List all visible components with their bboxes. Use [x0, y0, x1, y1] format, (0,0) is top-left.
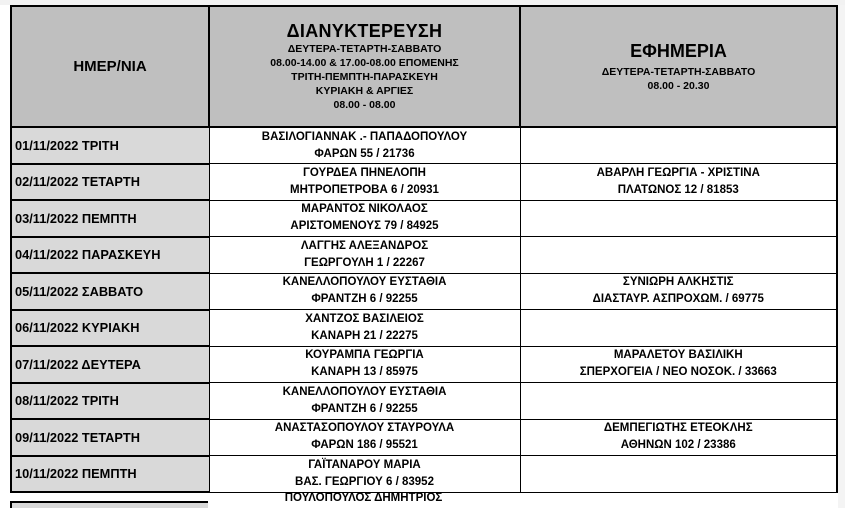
night-pharmacy-name: ΚΑΝΕΛΛΟΠΟΥΛΟΥ ΕΥΣΤΑΘΙΑ: [282, 276, 447, 289]
duty-pharmacy-cell: [520, 456, 837, 493]
night-pharmacy-cell: [209, 346, 520, 383]
pharmacy-schedule-table: [10, 5, 838, 493]
night-pharmacy-cell: [209, 273, 520, 310]
date-cell: 08/11/2022 ΤΡΙΤΗ: [11, 383, 209, 420]
night-pharmacy-name: ΚΟΥΡΑΜΠΑ ΓΕΩΡΓΙΑ: [305, 349, 424, 362]
night-pharmacy-address: ΦΡΑΝΤΖΗ 6 / 92255: [311, 293, 418, 306]
cut-off-date-cell: [10, 501, 208, 508]
cut-off-night-pharmacy: ΠΟΥΛΟΠΟΥΛΟΣ ΔΗΜΗΤΡΙΟΣ: [284, 492, 443, 504]
table-row: [11, 127, 837, 164]
night-pharmacy-address: ΑΡΙΣΤΟΜΕΝΟΥΣ 79 / 84925: [290, 220, 439, 233]
night-pharmacy-cell: [209, 310, 520, 347]
table-row: [11, 383, 837, 420]
header-row: [11, 6, 837, 127]
night-pharmacy-name: ΑΝΑΣΤΑΣΟΠΟΥΛΟΥ ΣΤΑΥΡΟΥΛΑ: [274, 422, 455, 435]
table-row: [11, 346, 837, 383]
night-schedule-line: 08.00-14.00 & 17.00-08.00 ΕΠΟΜΕΝΗΣ: [270, 57, 459, 69]
duty-pharmacy-name: ΜΑΡΑΛΕΤΟΥ ΒΑΣΙΛΙΚΗ: [613, 349, 743, 362]
date-cell: 09/11/2022 ΤΕΤΑΡΤΗ: [11, 419, 209, 456]
night-pharmacy-address: ΜΗΤΡΟΠΕΤΡΟΒΑ 6 / 20931: [290, 183, 439, 196]
night-pharmacy-cell: [209, 164, 520, 201]
duty-pharmacy-name: ΣΥΝΙΩΡΗ ΑΛΚΗΣΤΙΣ: [622, 276, 734, 289]
duty-column-title: ΕΦΗΜΕΡΙΑ: [630, 40, 727, 61]
night-column-header: [209, 6, 520, 127]
night-pharmacy-name: ΓΑΪΤΑΝΑΡΟΥ ΜΑΡΙΑ: [308, 458, 421, 471]
cut-off-table-row: [10, 492, 836, 508]
duty-pharmacy-cell: [520, 164, 837, 201]
table-row: [11, 200, 837, 237]
duty-pharmacy-address: ΠΛΑΤΩΝΟΣ 12 / 81853: [617, 183, 739, 196]
duty-pharmacy-name: ΑΒΑΡΛΗ ΓΕΩΡΓΙΑ - ΧΡΙΣΤΙΝΑ: [596, 166, 760, 179]
night-pharmacy-cell: [209, 456, 520, 493]
night-pharmacy-name: ΒΑΣΙΛΟΓΙΑΝΝΑΚ .- ΠΑΠΑΔΟΠΟΥΛΟΥ: [261, 130, 468, 143]
night-pharmacy-name: ΜΑΡΑΝΤΟΣ ΝΙΚΟΛΑΟΣ: [301, 203, 428, 216]
night-pharmacy-cell: [209, 383, 520, 420]
night-pharmacy-name: ΓΟΥΡΔΕΑ ΠΗΝΕΛΟΠΗ: [303, 166, 426, 179]
duty-pharmacy-cell: [520, 419, 837, 456]
date-cell: 06/11/2022 ΚΥΡΙΑΚΗ: [11, 310, 209, 347]
night-pharmacy-name: ΚΑΝΕΛΛΟΠΟΥΛΟΥ ΕΥΣΤΑΘΙΑ: [282, 385, 447, 398]
date-cell: 03/11/2022 ΠΕΜΠΤΗ: [11, 200, 209, 237]
night-pharmacy-cell: [209, 419, 520, 456]
duty-pharmacy-cell: [520, 200, 837, 237]
duty-schedule-line: 08.00 - 20.30: [647, 79, 710, 92]
table-row: [11, 164, 837, 201]
night-pharmacy-address: ΒΑΣ. ΓΕΩΡΓΙΟΥ 6 / 83952: [295, 475, 434, 488]
night-schedule-line: ΤΡΙΤΗ-ΠΕΜΠΤΗ-ΠΑΡΑΣΚΕΥΗ: [291, 71, 438, 83]
night-pharmacy-address: ΓΕΩΡΓΟΥΛΗ 1 / 22267: [304, 256, 425, 269]
night-pharmacy-address: ΦΡΑΝΤΖΗ 6 / 92255: [311, 402, 418, 415]
duty-pharmacy-address: ΣΠΕΡΧΟΓΕΙΑ / ΝΕΟ ΝΟΣΟΚ. / 33663: [579, 366, 777, 379]
duty-schedule-line: ΔΕΥΤΕΡΑ-ΤΕΤΑΡΤΗ-ΣΑΒΒΑΤΟ: [601, 65, 756, 78]
date-cell: 07/11/2022 ΔΕΥΤΕΡΑ: [11, 346, 209, 383]
duty-pharmacy-cell: [520, 346, 837, 383]
duty-pharmacy-cell: [520, 310, 837, 347]
date-column-title: ΗΜΕΡ/ΝΙΑ: [73, 57, 147, 75]
duty-pharmacy-address: ΑΘΗΝΩΝ 102 / 23386: [620, 439, 736, 452]
date-cell: 02/11/2022 ΤΕΤΑΡΤΗ: [11, 164, 209, 201]
duty-pharmacy-cell: [520, 273, 837, 310]
duty-pharmacy-cell: [520, 127, 837, 164]
night-pharmacy-address: ΦΑΡΩΝ 186 / 95521: [311, 439, 418, 452]
duty-pharmacy-cell: [520, 383, 837, 420]
table-row: [11, 237, 837, 274]
table-row: [11, 273, 837, 310]
night-pharmacy-name: ΛΑΓΓΗΣ ΑΛΕΞΑΝΔΡΟΣ: [300, 239, 429, 252]
date-cell: 05/11/2022 ΣΑΒΒΑΤΟ: [11, 273, 209, 310]
date-cell: 01/11/2022 ΤΡΙΤΗ: [11, 127, 209, 164]
page-right-edge: [838, 5, 845, 508]
date-cell: 04/11/2022 ΠΑΡΑΣΚΕΥΗ: [11, 237, 209, 274]
night-pharmacy-name: ΧΑΝΤΖΟΣ ΒΑΣΙΛΕΙΟΣ: [305, 312, 424, 325]
night-schedule-line: ΚΥΡΙΑΚΗ & ΑΡΓΙΕΣ: [315, 85, 414, 97]
date-cell: 10/11/2022 ΠΕΜΠΤΗ: [11, 456, 209, 493]
table-row: [11, 419, 837, 456]
night-pharmacy-address: ΚΑΝΑΡΗ 21 / 22275: [311, 329, 418, 342]
duty-pharmacy-address: ΔΙΑΣΤΑΥΡ. ΑΣΠΡΟΧΩΜ. / 69775: [592, 293, 764, 306]
night-schedule-line: 08.00 - 08.00: [333, 99, 396, 111]
table-row: [11, 310, 837, 347]
duty-pharmacy-cell: [520, 237, 837, 274]
date-column-header: [11, 6, 209, 127]
duty-pharmacy-name: ΔΕΜΠΕΓΙΩΤΗΣ ΕΤΕΟΚΛΗΣ: [603, 422, 753, 435]
night-pharmacy-cell: [209, 200, 520, 237]
night-pharmacy-cell: [209, 237, 520, 274]
table-row: [11, 456, 837, 493]
night-pharmacy-address: ΚΑΝΑΡΗ 13 / 85975: [311, 366, 418, 379]
night-pharmacy-cell: [209, 127, 520, 164]
night-pharmacy-address: ΦΑΡΩΝ 55 / 21736: [314, 147, 415, 160]
duty-column-header: [520, 6, 837, 127]
night-schedule-line: ΔΕΥΤΕΡΑ-ΤΕΤΑΡΤΗ-ΣΑΒΒΑΤΟ: [287, 43, 442, 55]
night-column-title: ΔΙΑΝΥΚΤΕΡΕΥΣΗ: [286, 21, 443, 41]
